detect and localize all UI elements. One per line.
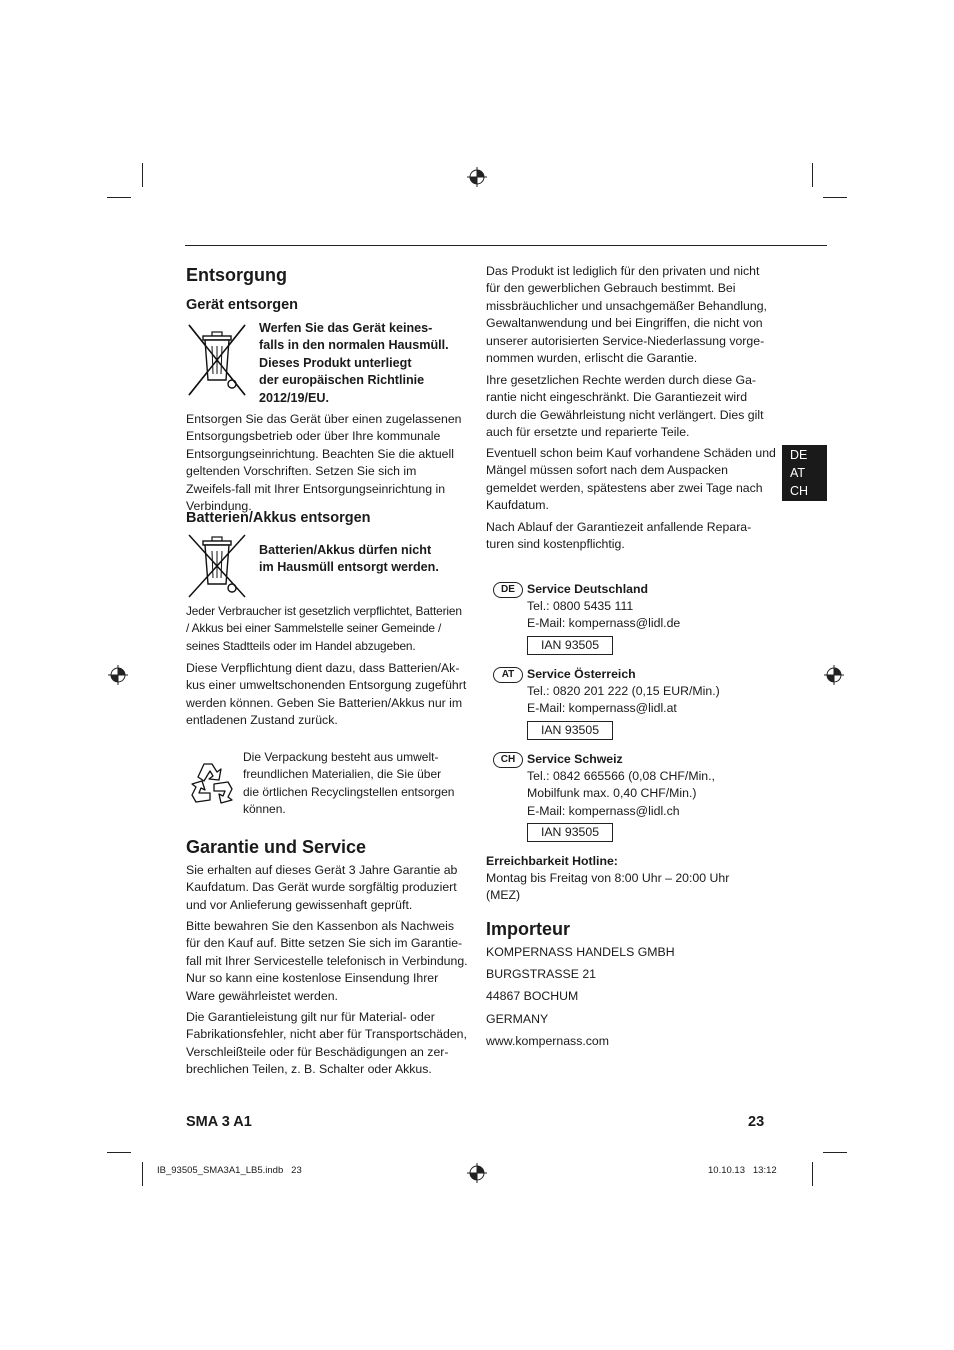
paragraph-garantie-7: Nach Ablauf der Garantiezeit anfallende Repara-turen sind kostenpflichtig. (486, 520, 752, 552)
section-title-importeur: Importeur (486, 919, 571, 939)
crop-mark (823, 197, 847, 198)
crossed-bin-battery-icon (186, 532, 248, 600)
hotline-hours: Montag bis Freitag von 8:00 Uhr – 20:00 Uhr (MEZ) (486, 871, 730, 903)
country-badge-at: AT (493, 667, 523, 683)
crop-mark (107, 1152, 131, 1153)
section-title-entsorgung: Entsorgung (186, 265, 287, 285)
country-tab-de: DE (790, 448, 808, 462)
importeur-website: www.kompernass.com (486, 1034, 610, 1048)
header-rule (185, 245, 827, 246)
service-contact-de: Tel.: 0800 5435 111 E-Mail: kompernass@lidl.de (527, 599, 681, 631)
crop-mark (107, 197, 131, 198)
page-number: 23 (748, 1114, 765, 1130)
ian-box-ch: IAN 93505 (527, 823, 613, 842)
paragraph-batterien-1: Jeder Verbraucher ist gesetzlich verpflichtet, Batterien / Akkus bei einer Sammelstelle seiner Gemeinde / seines Stadtteils oder im Handel abzugeben. (186, 604, 462, 653)
country-badge-ch: CH (493, 752, 523, 768)
importeur-city: 44867 BOCHUM (486, 989, 579, 1003)
country-tab (782, 445, 827, 501)
recycling-icon (186, 758, 238, 810)
service-contact-at: Tel.: 0820 201 222 (0,15 EUR/Min.) E-Mail: kompernass@lidl.at (527, 684, 720, 716)
service-name-ch: Service Schweiz (527, 752, 623, 766)
registration-mark-icon (467, 167, 487, 187)
service-contact-ch: Tel.: 0842 665566 (0,08 CHF/Min., Mobilfunk max. 0,40 CHF/Min.) E-Mail: kompernass@lidl.ch (527, 769, 715, 818)
paragraph-garantie-6: Eventuell schon beim Kauf vorhandene Schäden und Mängel müssen sofort nach dem Auspacken gemeldet werden, spätestens aber zwei Tage nach Kaufdatum. (486, 446, 776, 513)
crop-mark (823, 1152, 847, 1153)
ian-box-de: IAN 93505 (527, 636, 613, 655)
subheading-batterien-entsorgen: Batterien/Akkus entsorgen (186, 510, 371, 526)
importeur-country: GERMANY (486, 1012, 549, 1026)
paragraph-garantie-5: Ihre gesetzlichen Rechte werden durch diese Ga-rantie nicht eingeschränkt. Die Garantiezeit wird durch die Gewährleistung nicht verlängert. Dies gilt auch für ersetzte und reparierte Teile. (486, 373, 764, 440)
service-name-de: Service Deutschland (527, 582, 648, 596)
registration-mark-icon (824, 665, 844, 685)
warning-batterien: Batterien/Akkus dürfen nicht im Hausmüll entsorgt werden. (259, 543, 439, 575)
service-name-at: Service Österreich (527, 667, 636, 681)
crop-mark (142, 1162, 143, 1186)
paragraph-batterien-2: Diese Verpflichtung dient dazu, dass Batterien/Ak-kus einer umweltschonenden Entsorgung zugeführt werden können. Geben Sie Batterien/Akkus nur im entladenen Zustand zurück. (186, 661, 467, 728)
paragraph-verpackung: Die Verpackung besteht aus umwelt- freundlichen Materialien, die Sie über die örtlichen Recyclingstellen entsorgen können. (243, 750, 455, 817)
importeur-street: BURGSTRASSE 21 (486, 967, 597, 981)
crop-mark (812, 163, 813, 187)
hotline-label: Erreichbarkeit Hotline: (486, 854, 618, 868)
warning-geraet: Werfen Sie das Gerät keines- falls in den normalen Hausmüll. Dieses Produkt unterliegt der europäischen Richtlinie 2012/19/EU. (259, 321, 449, 405)
importeur-company: KOMPERNASS HANDELS GMBH (486, 945, 675, 959)
section-title-garantie: Garantie und Service (186, 837, 367, 857)
paragraph-geraet-entsorgen: Entsorgen Sie das Gerät über einen zugelassenen Entsorgungsbetrieb oder über Ihre kommunale Entsorgungseinrichtung. Beachten Sie die aktuell geltenden Vorschriften. Setzen Sie sich im Zweifels-fall mit Ihrer Entsorgungseinrichtung in Verbindung. (186, 412, 462, 514)
print-slug-file: IB_93505_SMA3A1_LB5.indb 23 (157, 1165, 302, 1176)
paragraph-garantie-3: Die Garantieleistung gilt nur für Material- oder Fabrikationsfehler, nicht aber für Transportschäden, Verschleißteile oder für Beschädigungen an zer-brechlichen Teilen, z. B. Schalter oder Akkus. (186, 1010, 467, 1077)
paragraph-garantie-4: Das Produkt ist lediglich für den privaten und nicht für den gewerblichen Gebrauch bestimmt. Bei missbräuchlicher und unsachgemäßer Behandlung, Gewaltanwendung und bei Eingriffen, die nicht von unserer autorisierten Service-Niederlassung vorge-nommen wurden, erlischt die Garantie. (486, 264, 767, 366)
country-tab-at: AT (790, 466, 806, 480)
country-badge-de: DE (493, 582, 523, 598)
crossed-bin-icon (186, 322, 248, 398)
footer-model: SMA 3 A1 (186, 1114, 252, 1130)
paragraph-garantie-1: Sie erhalten auf dieses Gerät 3 Jahre Garantie ab Kaufdatum. Das Gerät wurde sorgfältig produziert und vor Anlieferung gewissenhaft geprüft. (186, 863, 458, 912)
country-tab-ch: CH (790, 484, 809, 498)
print-slug-date: 10.10.13 13:12 (708, 1165, 777, 1176)
subheading-geraet-entsorgen: Gerät entsorgen (186, 297, 298, 313)
crop-mark (812, 1162, 813, 1186)
registration-mark-icon (108, 665, 128, 685)
crop-mark (142, 163, 143, 187)
paragraph-garantie-2: Bitte bewahren Sie den Kassenbon als Nachweis für den Kauf auf. Bitte setzen Sie sich im Garantie-fall mit Ihrer Servicestelle telefonisch in Verbindung. Nur so kann eine kostenlose Einsendung Ihrer Ware gewährleistet werden. (186, 919, 468, 1003)
registration-mark-icon (467, 1163, 487, 1183)
ian-box-at: IAN 93505 (527, 721, 613, 740)
